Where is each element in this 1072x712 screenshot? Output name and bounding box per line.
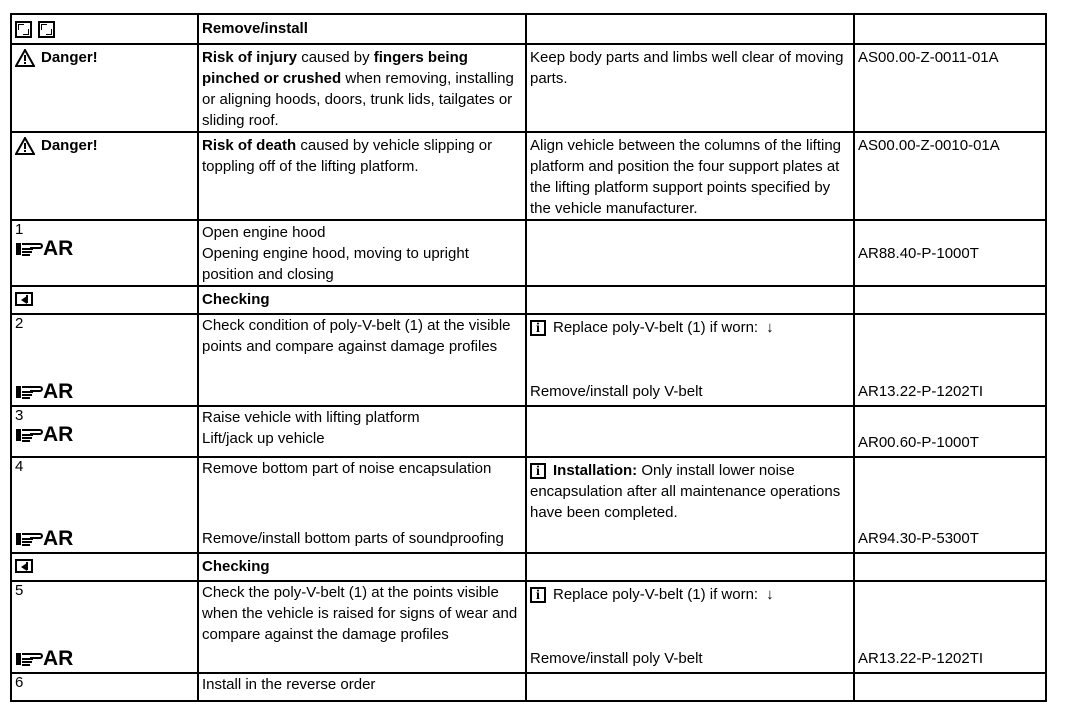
step-row	[11, 314, 1046, 406]
step-instruction	[198, 406, 526, 457]
step-title: Open engine hood	[202, 224, 326, 241]
install-icon	[38, 21, 55, 38]
info-icon: i	[530, 587, 546, 603]
danger-code: AS00.00-Z-0011-01A	[854, 44, 1046, 132]
pointing-hand-icon	[15, 240, 43, 258]
warning-triangle-icon	[15, 49, 35, 67]
reference-label: AR	[43, 423, 74, 446]
danger-label: Danger!	[41, 137, 98, 154]
step-row	[11, 581, 1046, 673]
info-note	[530, 584, 774, 605]
step-title: Raise vehicle with lifting platform	[202, 409, 420, 426]
danger-label: Danger!	[41, 49, 98, 66]
danger-row	[11, 132, 1046, 220]
reference-text: Remove/install bottom parts of soundproofing	[202, 530, 504, 547]
reference-link[interactable]	[15, 424, 73, 446]
pointing-hand-icon	[15, 383, 43, 401]
step-reference-text: Lift/jack up vehicle	[202, 430, 325, 447]
step-number: 4	[15, 458, 24, 475]
reference-text: Remove/install poly V-belt	[530, 650, 703, 667]
info-icon: i	[530, 320, 546, 336]
checking-label: Checking	[198, 286, 526, 314]
procedure-table	[10, 13, 1047, 702]
step-row	[11, 220, 1046, 286]
info-note-text: Replace poly-V-belt (1) if worn:	[553, 319, 759, 336]
reference-code[interactable]: AR94.30-P-5300T	[858, 530, 979, 547]
checking-icon	[15, 292, 33, 306]
danger-measure: Align vehicle between the columns of the lifting platform and position the four support plates at the lifting platform support points specified by the vehicle manufacturer.	[526, 132, 854, 220]
pointing-hand-icon	[15, 426, 43, 444]
reference-label: AR	[43, 647, 74, 670]
reference-link[interactable]	[15, 528, 73, 550]
header-title: Remove/install	[198, 14, 526, 44]
step-instruction	[198, 220, 526, 286]
step-instruction: Install in the reverse order	[198, 673, 526, 701]
checking-icon	[15, 559, 33, 573]
reference-code[interactable]: AR13.22-P-1202TI	[858, 650, 984, 667]
danger-code: AS00.00-Z-0010-01A	[854, 132, 1046, 220]
reference-link[interactable]	[15, 238, 73, 260]
danger-row	[11, 44, 1046, 132]
down-arrow-icon: ↓	[766, 586, 774, 603]
step-instruction: Check the poly-V-belt (1) at the points visible when the vehicle is raised for signs of wear and compare against the damage profiles	[198, 581, 526, 673]
info-note	[530, 317, 774, 338]
reference-text: Remove/install poly V-belt	[530, 383, 703, 400]
checking-label: Checking	[198, 553, 526, 581]
step-number: 6	[15, 674, 24, 691]
reference-code[interactable]: AR00.60-P-1000T	[858, 434, 979, 451]
reference-label: AR	[43, 380, 74, 403]
danger-measure: Keep body parts and limbs well clear of moving parts.	[526, 44, 854, 132]
danger-warning	[15, 135, 98, 156]
step-row	[11, 673, 1046, 701]
reference-link[interactable]	[15, 648, 73, 670]
step-row	[11, 457, 1046, 553]
reference-code[interactable]: AR88.40-P-1000T	[858, 245, 979, 262]
step-number: 5	[15, 582, 24, 599]
reference-label: AR	[43, 237, 74, 260]
step-instruction: Remove bottom part of noise encapsulation	[202, 460, 492, 477]
info-note-text: Replace poly-V-belt (1) if worn:	[553, 586, 759, 603]
down-arrow-icon: ↓	[766, 319, 774, 336]
danger-warning	[15, 47, 98, 68]
remove-icon	[15, 21, 32, 38]
info-icon: i	[530, 463, 546, 479]
step-reference-text: Opening engine hood, moving to upright position and closing	[202, 245, 469, 283]
step-row	[11, 406, 1046, 457]
danger-description: Risk of injury caused by fingers being pinched or crushed when removing, installing or aligning hoods, doors, trunk lids, tailgates or sliding roof.	[198, 44, 526, 132]
reference-link[interactable]	[15, 381, 73, 403]
step-number: 2	[15, 315, 24, 332]
warning-triangle-icon	[15, 137, 35, 155]
checking-row	[11, 553, 1046, 581]
pointing-hand-icon	[15, 530, 43, 548]
step-number: 1	[15, 221, 24, 238]
reference-code[interactable]: AR13.22-P-1202TI	[858, 383, 984, 400]
header-row	[11, 14, 1046, 44]
info-note: i Installation: Only install lower noise encapsulation after all maintenance operations have been completed.	[526, 457, 854, 553]
step-instruction: Check condition of poly-V-belt (1) at the visible points and compare against damage profiles	[198, 314, 526, 406]
step-number: 3	[15, 407, 24, 424]
danger-description: Risk of death caused by vehicle slipping or toppling off of the lifting platform.	[198, 132, 526, 220]
pointing-hand-icon	[15, 650, 43, 668]
reference-label: AR	[43, 527, 74, 550]
checking-row	[11, 286, 1046, 314]
